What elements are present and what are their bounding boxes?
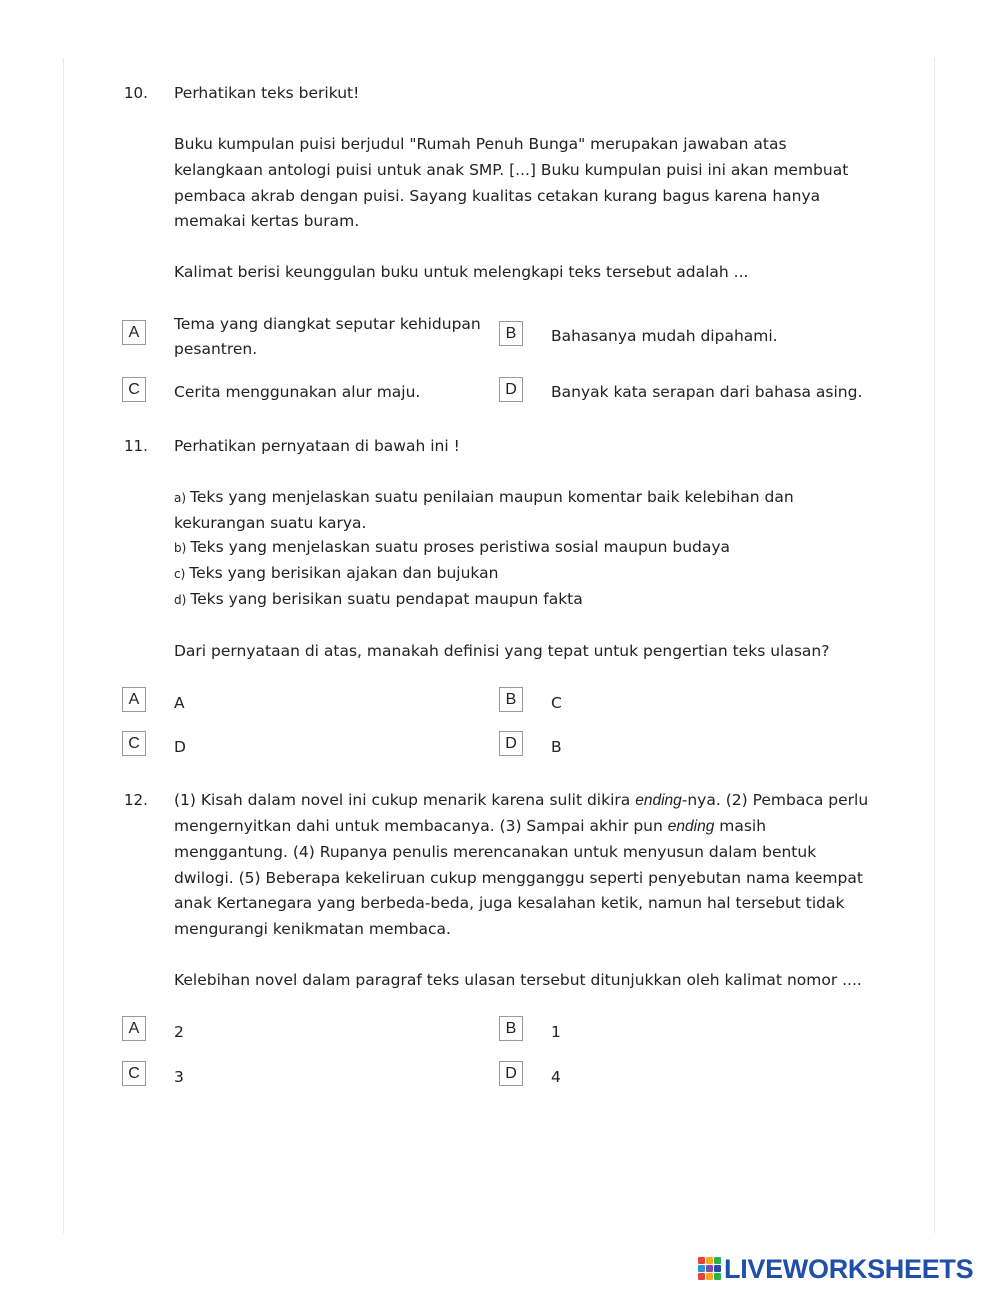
q12-paragraph-line-2 — [174, 813, 766, 840]
q10-option-a-text[interactable] — [174, 312, 494, 362]
q12-option-d-text[interactable]: 4 — [551, 1068, 561, 1086]
logo-square-2 — [706, 1257, 713, 1264]
q12-paragraph-line-6: mengurangi kenikmatan membaca. — [174, 920, 451, 938]
logo-square-9 — [714, 1273, 721, 1280]
q11-statement-b-text: Teks yang menjelaskan suatu proses peristiwa sosial maupun budaya — [190, 538, 731, 556]
q11-statement-c — [174, 560, 498, 587]
q11-option-b-box[interactable]: B — [499, 687, 523, 712]
q12-line-2-part-a: mengernyitkan dahi untuk membacanya. (3) Sampai akhir pun — [174, 817, 668, 835]
liveworksheets-logo[interactable] — [698, 1254, 973, 1284]
q11-statement-d-text: Teks yang berisikan suatu pendapat maupun fakta — [190, 590, 583, 608]
q12-option-b-box[interactable]: B — [499, 1016, 523, 1041]
q11-statement-b — [174, 534, 730, 561]
q10-option-a-line-2: pesantren. — [174, 340, 258, 358]
q12-option-c-box[interactable]: C — [122, 1061, 146, 1086]
logo-square-3 — [714, 1257, 721, 1264]
q12-paragraph-line-4: dwilogi. (5) Beberapa kekeliruan cukup mengganggu seperti penyebutan nama keempat — [174, 869, 863, 887]
logo-square-7 — [698, 1273, 705, 1280]
q11-statement-a-line-2: kekurangan suatu karya. — [174, 514, 367, 532]
logo-square-4 — [698, 1265, 705, 1272]
q11-statement-a-line-1: Teks yang menjelaskan suatu penilaian maupun komentar baik kelebihan dan — [190, 488, 794, 506]
q12-line-1-ending: ending — [635, 792, 682, 809]
q11-statement-c-text: Teks yang berisikan ajakan dan bujukan — [189, 564, 499, 582]
q11-option-d-box[interactable]: D — [499, 731, 523, 756]
q12-option-c-text[interactable]: 3 — [174, 1068, 184, 1086]
q11-statement-d-letter: d) — [174, 593, 187, 607]
liveworksheets-logo-text: LIVEWORKSHEETS — [724, 1253, 974, 1284]
q10-option-d-box[interactable]: D — [499, 377, 523, 402]
q12-paragraph-line-3: menggantung. (4) Rupanya penulis merencanakan untuk menyusun dalam bentuk — [174, 843, 817, 861]
q10-option-b-text[interactable]: Bahasanya mudah dipahami. — [551, 327, 778, 345]
page-border-right — [934, 58, 935, 1233]
q10-option-b-box[interactable]: B — [499, 321, 523, 346]
q11-statement-a-letter: a) — [174, 491, 187, 505]
liveworksheets-logo-icon — [698, 1257, 720, 1281]
question-10-passage-line-4: memakai kertas buram. — [174, 212, 360, 230]
q12-option-a-box[interactable]: A — [122, 1016, 146, 1041]
q12-line-2-part-b: masih — [714, 817, 767, 835]
q12-option-b-text[interactable]: 1 — [551, 1023, 561, 1041]
question-12-number: 12. — [124, 791, 148, 809]
q10-option-c-box[interactable]: C — [122, 377, 146, 402]
question-10-passage-line-2: kelangkaan antologi puisi untuk anak SMP. [...] Buku kumpulan puisi ini akan membuat — [174, 161, 849, 179]
logo-square-5 — [706, 1265, 713, 1272]
logo-square-6 — [714, 1265, 721, 1272]
q11-option-b-text[interactable]: C — [551, 694, 562, 712]
q12-line-1-part-b: -nya. (2) Pembaca perlu — [681, 791, 869, 809]
question-11-number: 11. — [124, 437, 148, 455]
question-10-passage-line-3: pembaca akrab dengan puisi. Sayang kualitas cetakan kurang bagus karena hanya — [174, 187, 821, 205]
logo-square-1 — [698, 1257, 705, 1264]
q10-option-c-text[interactable]: Cerita menggunakan alur maju. — [174, 383, 421, 401]
q11-statement-a — [174, 484, 794, 511]
q12-paragraph-line-5: anak Kertanegara yang berbeda-beda, juga kesalahan ketik, namun hal tersebut tidak — [174, 894, 845, 912]
q12-paragraph-line-1 — [174, 787, 868, 814]
logo-square-8 — [706, 1273, 713, 1280]
question-10-passage-line-1: Buku kumpulan puisi berjudul "Rumah Penuh Bunga" merupakan jawaban atas — [174, 135, 787, 153]
q11-option-a-box[interactable]: A — [122, 687, 146, 712]
question-10-number: 10. — [124, 84, 148, 102]
q10-option-a-line-1: Tema yang diangkat seputar kehidupan — [174, 315, 481, 333]
q12-line-1-part-a: (1) Kisah dalam novel ini cukup menarik karena sulit dikira — [174, 791, 636, 809]
q12-option-d-box[interactable]: D — [499, 1061, 523, 1086]
q11-option-c-box[interactable]: C — [122, 731, 146, 756]
q11-option-a-text[interactable]: A — [174, 694, 185, 712]
q11-statement-b-letter: b) — [174, 541, 187, 555]
q12-option-a-text[interactable]: 2 — [174, 1023, 184, 1041]
page-border-left — [63, 58, 64, 1233]
question-11-prompt: Perhatikan pernyataan di bawah ini ! — [174, 437, 460, 455]
question-11-question: Dari pernyataan di atas, manakah definisi yang tepat untuk pengertian teks ulasan? — [174, 642, 830, 660]
q11-statement-c-letter: c) — [174, 567, 186, 581]
q10-option-a-box[interactable]: A — [122, 320, 146, 345]
question-12-question: Kelebihan novel dalam paragraf teks ulasan tersebut ditunjukkan oleh kalimat nomor .... — [174, 971, 862, 989]
question-10-question: Kalimat berisi keunggulan buku untuk melengkapi teks tersebut adalah ... — [174, 263, 749, 281]
q11-option-c-text[interactable]: D — [174, 738, 186, 756]
q11-option-d-text[interactable]: B — [551, 738, 562, 756]
q10-option-d-text[interactable]: Banyak kata serapan dari bahasa asing. — [551, 383, 863, 401]
q11-statement-d — [174, 586, 583, 613]
question-10-prompt: Perhatikan teks berikut! — [174, 84, 360, 102]
q12-line-2-ending: ending — [667, 818, 715, 835]
